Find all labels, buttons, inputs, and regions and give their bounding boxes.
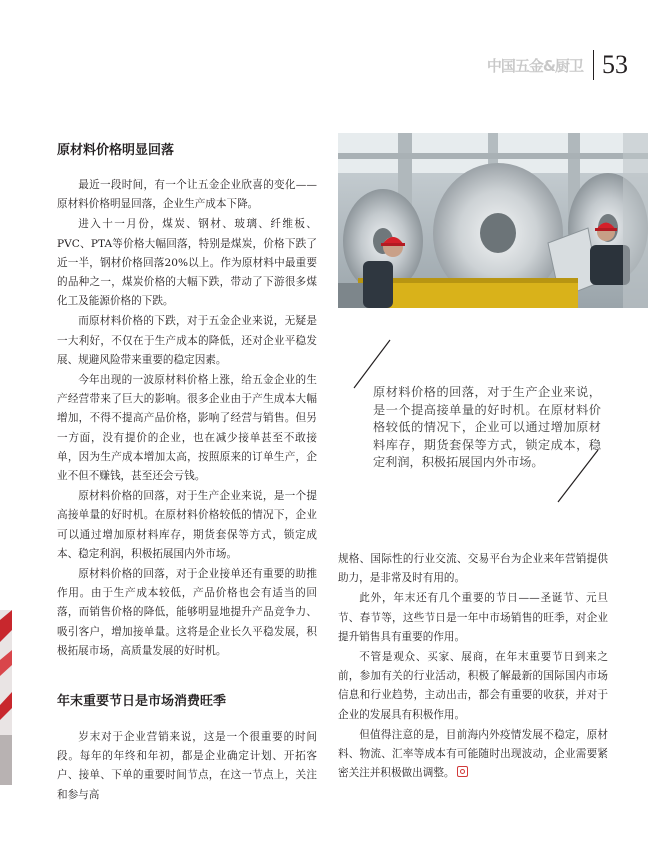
left-edge-pattern [0, 610, 12, 785]
column2-paragraph: 不管是观众、买家、展商，在年末重要节日到来之前，参加有关的行业活动，积极了解最新的国际国内市场信息和行业趋势，主动出击，都会有重要的收获，并对于企业的发展具有积极作用。 [338, 651, 608, 721]
column2-paragraph: 此外，年末还有几个重要的节日——圣诞节、元旦节、春节等，这些节日是一年中市场销售的旺季，对企业提升销售具有重要的作用。 [338, 592, 608, 643]
section2-paragraph: 岁末对于企业营销来说，这是一个很重要的时间段。每年的年终和年初，都是企业确定计划、开拓客户、接单、下单的重要时间节点，在这一节点上，关注和参与高 [57, 731, 317, 801]
column2-paragraph [338, 726, 608, 784]
left-edge-decoration [0, 610, 12, 785]
page-number: 53 [602, 50, 628, 79]
magazine-logo [487, 55, 583, 76]
pull-quote: 原材料价格的回落，对于生产企业来说，是一个提高接单量的好时机。在原材料价格较低的情况下，企业可以通过增加原材料库存，期货套保等方式，锁定成本，稳定利润，积极拓展国内外市场。 [373, 385, 601, 470]
section2-body [57, 728, 317, 806]
pull-quote-bottom-slash [556, 448, 600, 504]
section1-body [57, 176, 317, 662]
section1-paragraph: 最近一段时间，有一个让五金企业欣喜的变化——原材料价格明显回落，企业生产成本下降。 [57, 179, 317, 211]
column2-last-paragraph-text: 但值得注意的是，目前海内外疫情发展不稳定，原材料、物流、汇率等成本有可能随时出现波动，企业需要紧密关注并积极做出调整。 [338, 728, 608, 780]
header-divider [593, 50, 594, 80]
section1-paragraph: 原材料价格的回落，对于生产企业来说，是一个提高接单量的好时机。在原材料价格较低的情况下，企业可以通过增加原材料库存，期货套保等方式，锁定成本、稳定利润，积极拓展国内外市场。 [57, 490, 317, 560]
section1-paragraph: 今年出现的一波原材料价格上涨，给五金企业的生产经营带来了巨大的影响。很多企业由于产生成本大幅增加，不得不提高产品价格，影响了经营与销售。但另一方面，没有提价的企业，也在减少接单甚至不敢接单，因为生产成本增加太高，按照原来的订单生产，企业不但不赚钱，甚至还会亏钱。 [57, 374, 317, 483]
magazine-logo-text: 中国五金&厨卫 [486, 56, 583, 75]
section-title-year-end-festivals: 年末重要节日是市场消费旺季 [57, 694, 227, 709]
section-title-material-prices: 原材料价格明显回落 [57, 143, 175, 158]
end-mark-icon [457, 766, 468, 777]
column2-continuation: 规格、国际性的行业交流、交易平台为企业来年营销提供助力，是非常及时有用的。 [338, 553, 608, 585]
column2-body [338, 550, 608, 784]
page-header [487, 48, 628, 82]
section1-paragraph: 进入十一月份，煤炭、钢材、玻璃、纤维板、PVC、PTA等价格大幅回落，特别是煤炭，价格下跌了近一半，钢材价格回落20%以上。作为原材料中最重要的品种之一，煤炭价格的大幅下跌，带动了下游很多煤化工及能源价格的下跌。 [57, 218, 317, 308]
section1-paragraph: 原材料价格的回落，对于企业接单还有重要的助推作用。由于生产成本较低，产品价格也会有适当的回落，而销售价格的降低，能够明显地提升产品竞争力、吸引客户，增加接单量。这将是企业长久平稳发展，积极拓展市场，高质量发展的好时机。 [57, 568, 317, 657]
section1-paragraph: 而原材料价格的下跌，对于五金企业来说，无疑是一大利好，不仅在于生产成本的降低，还对企业平稳发展、规避风险带来重要的稳定因素。 [57, 315, 317, 366]
steel-coil-factory-photo [338, 133, 648, 308]
pull-quote-top-slash [352, 338, 392, 390]
factory-photo-illustration [338, 133, 648, 308]
